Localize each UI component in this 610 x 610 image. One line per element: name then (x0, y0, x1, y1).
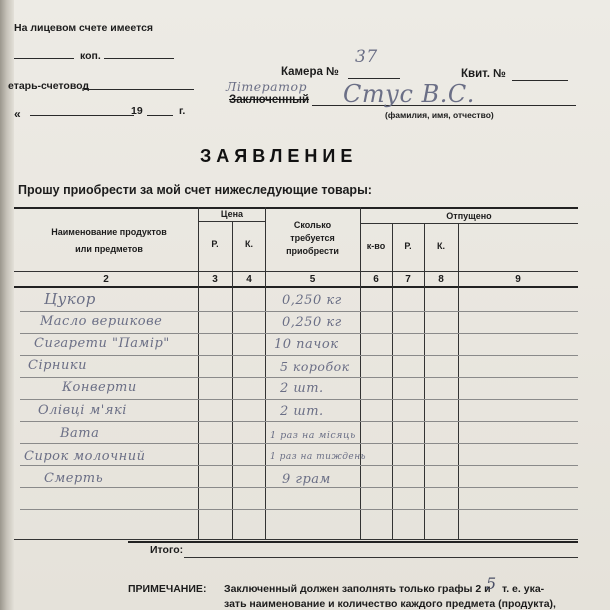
col-line-5 (392, 223, 393, 539)
row-rule (20, 355, 578, 356)
col-number-9: 9 (515, 274, 521, 285)
camera-label: Камера № (281, 66, 339, 78)
date-quote: « (14, 107, 21, 121)
row-rule (20, 333, 578, 334)
receipt-label: Квит. № (461, 68, 506, 80)
row-8-qty: 1 раз на тиждень (270, 452, 367, 462)
header-price: Цена (220, 209, 244, 219)
row-rule (20, 399, 578, 400)
accountant-line (84, 89, 194, 90)
row-9-qty: 9 грам (282, 472, 331, 487)
col-line-2 (232, 221, 233, 539)
col-number-4: 4 (246, 274, 252, 285)
row-3-item: Сигарети "Памір" (34, 336, 170, 351)
total-label: Итого: (150, 544, 184, 556)
header-price-k: К. (245, 239, 253, 249)
row-5-item: Конверти (62, 380, 137, 395)
row-rule (20, 311, 578, 312)
row-8-item: Сирок молочний (24, 449, 146, 464)
total-top-rule (128, 541, 578, 543)
kop-label: коп. (80, 50, 101, 62)
col-number-5: 5 (309, 274, 316, 285)
row-1-qty: 0,250 кг (282, 293, 342, 308)
occupation-handwriting: Літератор (226, 79, 308, 94)
row-7-item: Вата (60, 426, 100, 441)
camera-line (348, 78, 400, 79)
note-line1: Заключенный должен заполнять только графы 2 и (224, 583, 491, 595)
header-price-r: Р. (211, 239, 219, 249)
col-line-4 (360, 207, 361, 539)
row-3-qty: 10 пачок (274, 337, 339, 352)
account-rub-line (14, 58, 74, 59)
header-bottom-rule (14, 271, 578, 272)
col-number-3: 3 (212, 274, 218, 285)
date-month-line (58, 115, 134, 116)
numbers-bottom-rule (14, 286, 578, 288)
row-2-qty: 0,250 кг (282, 315, 342, 330)
col-line-1 (198, 207, 199, 539)
col-line-7 (458, 223, 459, 539)
header-qty-3: приобрести (286, 246, 339, 256)
camera-number: 37 (355, 47, 378, 67)
document-title: ЗАЯВЛЕНИЕ (200, 146, 358, 166)
header-released: Отпущено (446, 211, 492, 221)
header-item-name-2: или предметов (75, 244, 143, 254)
note-label: ПРИМЕЧАНИЕ: (128, 583, 207, 595)
col-line-6 (424, 223, 425, 539)
table-bottom-rule (14, 539, 578, 540)
row-rule (20, 377, 578, 378)
row-rule (20, 465, 578, 466)
row-2-item: Масло вершкове (40, 314, 163, 329)
row-4-item: Сірники (28, 358, 87, 373)
year-g-label: г. (179, 105, 186, 117)
note-line1-handwritten: 5 (486, 574, 497, 593)
row-9-item: Смерть (44, 471, 104, 486)
row-7-qty: 1 раз на місяць (270, 430, 356, 441)
row-4-qty: 5 коробок (280, 359, 350, 374)
receipt-line (512, 80, 568, 81)
row-5-qty: 2 шт. (280, 381, 324, 396)
col-number-2: 2 (103, 274, 109, 285)
prisoner-label: Заключенный (229, 94, 310, 106)
accountant-label: етарь-счетовод (8, 80, 90, 92)
intro-text: Прошу приобрести за мой счет нижеследующие товары: (18, 183, 372, 197)
row-6-qty: 2 шт. (280, 404, 324, 419)
table-top-rule (14, 207, 578, 209)
account-kop-line (104, 58, 174, 59)
account-text: На лицевом счете имеется (14, 22, 154, 34)
note-line1-end: т. е. ука- (502, 583, 545, 595)
row-rule (20, 487, 578, 488)
row-rule (20, 509, 578, 510)
header-qty-1: Сколько (293, 220, 332, 230)
header-count: к-во (366, 241, 386, 251)
total-line (184, 557, 578, 558)
name-handwriting: Стус В.С. (343, 80, 475, 108)
year-prefix: 19 (131, 105, 143, 117)
col-number-6: 6 (373, 274, 379, 285)
row-rule (20, 421, 578, 422)
year-line (147, 115, 173, 116)
col-number-7: 7 (405, 274, 411, 285)
header-released-k: К. (437, 241, 445, 251)
row-rule (20, 443, 578, 444)
row-6-item: Олівці м'які (38, 403, 127, 418)
header-qty-2: требуется (290, 233, 335, 243)
header-released-r: Р. (404, 241, 412, 251)
row-1-item: Цукор (44, 290, 96, 308)
header-item-name-1: Наименование продуктов (51, 227, 167, 237)
name-caption: (фамилия, имя, отчество) (385, 110, 494, 120)
note-line2: зать наименование и количество каждого предмета (продукта), (224, 598, 556, 610)
col-number-8: 8 (438, 274, 444, 285)
